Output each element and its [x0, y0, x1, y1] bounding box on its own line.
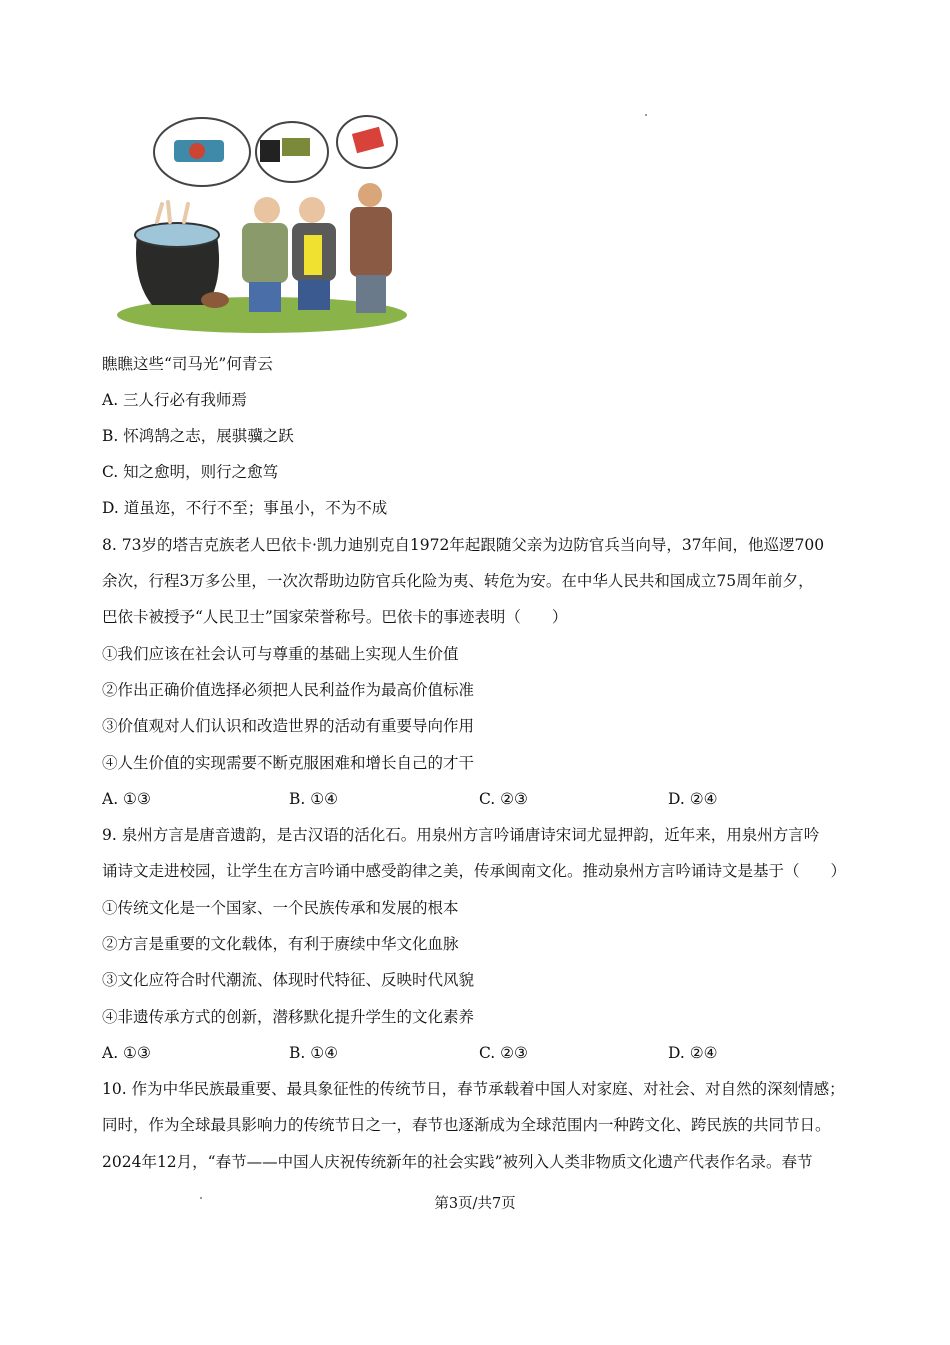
q9-option-a: A. ①③	[102, 1044, 151, 1062]
q9-item-2: ②方言是重要的文化载体，有利于赓续中华文化血脉	[102, 935, 459, 953]
q8-option-a: A. ①③	[102, 790, 151, 808]
q8-item-1: ①我们应该在社会认可与尊重的基础上实现人生价值	[102, 645, 459, 663]
cartoon-illustration	[112, 110, 412, 335]
q9-stem-line: 9. 泉州方言是唐音遗韵，是古汉语的活化石。用泉州方言吟诵唐诗宋词尤显押韵，近年来，用泉州方言吟	[102, 826, 820, 844]
q8-option-c: C. ②③	[479, 790, 528, 808]
q8-option-b: B. ①④	[289, 790, 339, 808]
q8-stem-line: 巴依卡被授予“人民卫士”国家荣誉称号。巴依卡的事迹表明（ ）	[102, 608, 568, 626]
cartoon-caption: 瞧瞧这些“司马光”何青云	[102, 355, 273, 373]
q7-option-d: D. 道虽迩，不行不至；事虽小，不为不成	[102, 499, 388, 517]
q8-item-2: ②作出正确价值选择必须把人民利益作为最高价值标准	[102, 681, 475, 699]
q9-item-1: ①传统文化是一个国家、一个民族传承和发展的根本	[102, 899, 459, 917]
q9-option-b: B. ①④	[289, 1044, 339, 1062]
q9-item-4: ④非遗传承方式的创新，潜移默化提升学生的文化素养	[102, 1008, 475, 1026]
page-footer: 第3页/共7页	[434, 1196, 516, 1212]
q9-option-c: C. ②③	[479, 1044, 528, 1062]
q7-option-a: A. 三人行必有我师焉	[102, 391, 248, 409]
q9-item-3: ③文化应符合时代潮流、体现时代特征、反映时代风貌	[102, 971, 475, 989]
q8-item-4: ④人生价值的实现需要不断克服困难和增长自己的才干	[102, 754, 475, 772]
q10-stem-line: 2024年12月，“春节——中国人庆祝传统新年的社会实践”被列入人类非物质文化遗产代表作名录。春节	[102, 1153, 813, 1171]
q7-option-b: B. 怀鸿鹄之志，展骐骥之跃	[102, 427, 294, 445]
q8-option-d: D. ②④	[668, 790, 718, 808]
q8-item-3: ③价值观对人们认识和改造世界的活动有重要导向作用	[102, 717, 475, 735]
q7-option-c: C. 知之愈明，则行之愈笃	[102, 463, 279, 481]
q8-stem-line: 8. 73岁的塔吉克族老人巴依卡·凯力迪别克自1972年起跟随父亲为边防官兵当向导，37年间，他巡逻700	[102, 536, 825, 554]
stray-mark	[645, 114, 647, 116]
q10-stem-line: 10. 作为中华民族最重要、最具象征性的传统节日，春节承载着中国人对家庭、对社会、对自然的深刻情感；	[102, 1080, 845, 1098]
q8-stem-line: 余次，行程3万多公里，一次次帮助边防官兵化险为夷、转危为安。在中华人民共和国成立75周年前夕，	[102, 572, 814, 590]
q9-stem-line: 诵诗文走进校园，让学生在方言吟诵中感受韵律之美，传承闽南文化。推动泉州方言吟诵诗文是基于（ ）	[102, 862, 847, 880]
q9-option-d: D. ②④	[668, 1044, 718, 1062]
q10-stem-line: 同时，作为全球最具影响力的传统节日之一，春节也逐渐成为全球范围内一种跨文化、跨民族的共同节日。	[102, 1116, 831, 1134]
